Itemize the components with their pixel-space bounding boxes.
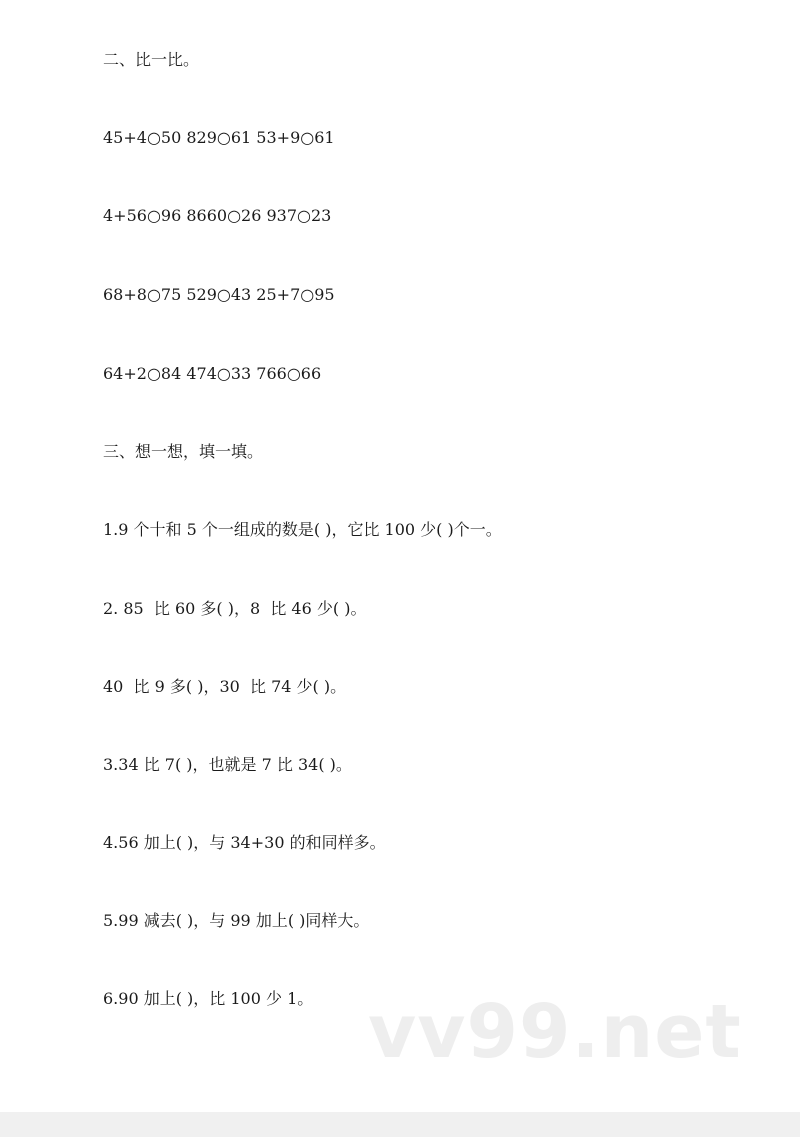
compare-row-4: 64+2○84 474○33 766○66 bbox=[103, 364, 322, 383]
section-3-heading: 三、想一想，填一填。 bbox=[103, 442, 264, 461]
question-1: 1.9 个十和 5 个一组成的数是( )，它比 100 少( )个一。 bbox=[103, 520, 502, 539]
question-2-continued: 40 比 9 多( )，30 比 74 少( )。 bbox=[103, 677, 347, 696]
question-3: 3.34 比 7( )，也就是 7 比 34( )。 bbox=[103, 755, 352, 774]
watermark: vv99.net bbox=[368, 989, 742, 1075]
compare-row-3: 68+8○75 529○43 25+7○95 bbox=[103, 285, 335, 304]
page-gap bbox=[0, 1112, 800, 1137]
question-6: 6.90 加上( )，比 100 少 1。 bbox=[103, 989, 314, 1008]
compare-row-1: 45+4○50 829○61 53+9○61 bbox=[103, 128, 335, 147]
question-5: 5.99 减去( )，与 99 加上( )同样大。 bbox=[103, 911, 370, 930]
compare-row-2: 4+56○96 8660○26 937○23 bbox=[103, 206, 332, 225]
question-2: 2. 85 比 60 多( )，8 比 46 少( )。 bbox=[103, 599, 367, 618]
question-4: 4.56 加上( )，与 34+30 的和同样多。 bbox=[103, 833, 386, 852]
section-2-heading: 二、比一比。 bbox=[103, 50, 200, 69]
